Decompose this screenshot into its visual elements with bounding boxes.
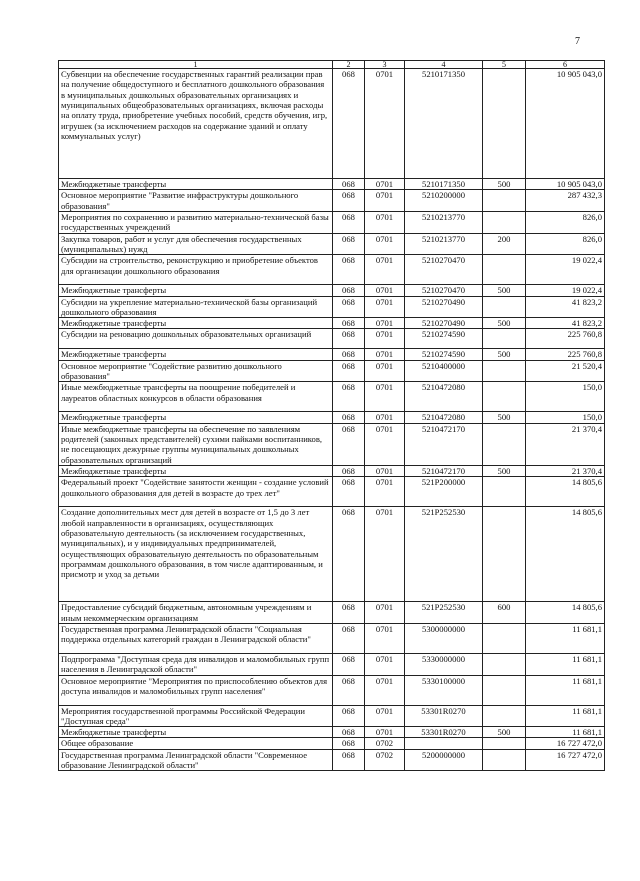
cell-target: [405, 738, 483, 749]
cell-gr: 068: [333, 675, 365, 705]
cell-vr: 500: [483, 285, 526, 296]
cell-vr: 500: [483, 349, 526, 360]
cell-amount: 10 905 043,0: [526, 179, 605, 190]
cell-gr: 068: [333, 360, 365, 382]
cell-name: Межбюджетные трансферты: [59, 349, 333, 360]
cell-sec: 0701: [365, 477, 405, 507]
cell-gr: 068: [333, 465, 365, 476]
cell-gr: 068: [333, 423, 365, 465]
cell-vr: 500: [483, 727, 526, 738]
table-row: [59, 507, 605, 602]
cell-name: Субсидии на укрепление материально-технической базы организаций дошкольного образования: [59, 296, 333, 318]
cell-gr: 068: [333, 623, 365, 653]
cell-gr: 068: [333, 477, 365, 507]
cell-name: Основное мероприятие "Развитие инфраструктуры дошкольного образования": [59, 190, 333, 212]
cell-amount: 14 805,6: [526, 477, 605, 507]
cell-sec: 0701: [365, 465, 405, 476]
cell-vr: [483, 738, 526, 749]
cell-target: 5210472170: [405, 465, 483, 476]
cell-target: 5210270490: [405, 318, 483, 329]
cell-vr: [483, 507, 526, 602]
table-row: [59, 360, 605, 382]
cell-vr: [483, 675, 526, 705]
cell-amount: 16 727 472,0: [526, 749, 605, 771]
cell-name: Межбюджетные трансферты: [59, 465, 333, 476]
cell-name: Федеральный проект "Содействие занятости женщин - создание условий дошкольного образования для детей в возрасте до трех лет": [59, 477, 333, 507]
table-row: [59, 749, 605, 771]
cell-amount: 14 805,6: [526, 507, 605, 602]
cell-amount: 225 760,8: [526, 349, 605, 360]
cell-sec: 0701: [365, 349, 405, 360]
cell-name: Иные межбюджетные трансферты на обеспечение по заявлениям родителей (законных представителей) сухими пайками воспитанников, не посещающих дежурные группы муниципальных дошкольных образовательных организаций: [59, 423, 333, 465]
cell-target: 5210274590: [405, 349, 483, 360]
cell-target: 53301R0270: [405, 727, 483, 738]
table-row: [59, 675, 605, 705]
table-row: [59, 329, 605, 349]
cell-sec: 0701: [365, 179, 405, 190]
cell-name: Закупка товаров, работ и услуг для обеспечения государственных (муниципальных) нужд: [59, 233, 333, 255]
cell-sec: 0701: [365, 285, 405, 296]
cell-amount: 150,0: [526, 382, 605, 412]
cell-sec: 0701: [365, 296, 405, 318]
cell-amount: 19 022,4: [526, 255, 605, 285]
cell-target: 5210213770: [405, 233, 483, 255]
table-row: [59, 179, 605, 190]
cell-gr: 068: [333, 285, 365, 296]
cell-sec: 0701: [365, 190, 405, 212]
cell-amount: 826,0: [526, 233, 605, 255]
cell-vr: [483, 653, 526, 675]
cell-vr: 500: [483, 179, 526, 190]
cell-amount: 150,0: [526, 412, 605, 423]
cell-target: 5210270470: [405, 285, 483, 296]
cell-sec: 0701: [365, 653, 405, 675]
cell-sec: 0701: [365, 623, 405, 653]
cell-gr: 068: [333, 749, 365, 771]
cell-sec: 0701: [365, 233, 405, 255]
table-row: [59, 69, 605, 179]
cell-target: 5210472080: [405, 412, 483, 423]
table-row: [59, 477, 605, 507]
cell-amount: 41 823,2: [526, 318, 605, 329]
cell-vr: 500: [483, 465, 526, 476]
cell-sec: 0701: [365, 69, 405, 179]
cell-target: 521P252530: [405, 602, 483, 624]
cell-gr: 068: [333, 412, 365, 423]
cell-name: Межбюджетные трансферты: [59, 412, 333, 423]
cell-amount: 11 681,1: [526, 727, 605, 738]
cell-sec: 0701: [365, 211, 405, 233]
header-col-1: 1: [59, 61, 333, 69]
table-row: [59, 423, 605, 465]
cell-gr: 068: [333, 382, 365, 412]
cell-sec: 0701: [365, 727, 405, 738]
cell-gr: 068: [333, 653, 365, 675]
table-row: [59, 255, 605, 285]
cell-target: 521P200000: [405, 477, 483, 507]
cell-vr: [483, 211, 526, 233]
cell-vr: [483, 69, 526, 179]
page-number: 7: [575, 36, 580, 47]
table-row: [59, 318, 605, 329]
cell-target: 521P252530: [405, 507, 483, 602]
cell-name: Создание дополнительных мест для детей в возрасте от 1,5 до 3 лет любой направленности в организациях, осуществляющих образовательную деятельность (за исключением государственных, муниципальных), и у индивидуальных предпринимателей, осуществляющих образовательную деятельность по образовательным программам дошкольного образования, в том числе адаптированным, и присмотр и уход за детьми: [59, 507, 333, 602]
cell-gr: 068: [333, 233, 365, 255]
cell-amount: 287 432,3: [526, 190, 605, 212]
table-row: [59, 190, 605, 212]
cell-vr: [483, 329, 526, 349]
cell-target: 5330100000: [405, 675, 483, 705]
cell-target: 5300000000: [405, 623, 483, 653]
table-row: [59, 233, 605, 255]
cell-name: Основное мероприятие "Содействие развитию дошкольного образования": [59, 360, 333, 382]
cell-vr: [483, 623, 526, 653]
table-row: [59, 738, 605, 749]
table-row: [59, 296, 605, 318]
cell-target: 5210270470: [405, 255, 483, 285]
cell-target: 5200000000: [405, 749, 483, 771]
cell-target: 5330000000: [405, 653, 483, 675]
header-col-3: 3: [365, 61, 405, 69]
table-row: [59, 653, 605, 675]
header-col-2: 2: [333, 61, 365, 69]
cell-name: Государственная программа Ленинградской области "Современное образование Ленинградской области": [59, 749, 333, 771]
cell-gr: 068: [333, 179, 365, 190]
cell-sec: 0701: [365, 705, 405, 727]
cell-gr: 068: [333, 349, 365, 360]
cell-target: 5210171350: [405, 69, 483, 179]
cell-target: 5210270490: [405, 296, 483, 318]
cell-target: 5210274590: [405, 329, 483, 349]
cell-vr: [483, 255, 526, 285]
cell-amount: 826,0: [526, 211, 605, 233]
cell-amount: 41 823,2: [526, 296, 605, 318]
cell-amount: 21 370,4: [526, 465, 605, 476]
cell-sec: 0702: [365, 749, 405, 771]
cell-name: Мероприятия государственной программы Российской Федерации "Доступная среда": [59, 705, 333, 727]
cell-sec: 0701: [365, 423, 405, 465]
cell-target: 5210472170: [405, 423, 483, 465]
cell-vr: 500: [483, 412, 526, 423]
cell-name: Межбюджетные трансферты: [59, 179, 333, 190]
cell-vr: [483, 382, 526, 412]
cell-vr: [483, 190, 526, 212]
cell-gr: 068: [333, 738, 365, 749]
cell-vr: 200: [483, 233, 526, 255]
cell-name: Иные межбюджетные трансферты на поощрение победителей и лауреатов областных конкурсов в области образования: [59, 382, 333, 412]
cell-target: 5210472080: [405, 382, 483, 412]
cell-vr: [483, 705, 526, 727]
cell-sec: 0701: [365, 675, 405, 705]
table-row: [59, 623, 605, 653]
cell-amount: 19 022,4: [526, 285, 605, 296]
header-col-5: 5: [483, 61, 526, 69]
table-row: [59, 349, 605, 360]
cell-vr: 600: [483, 602, 526, 624]
cell-gr: 068: [333, 329, 365, 349]
cell-amount: 11 681,1: [526, 705, 605, 727]
cell-vr: [483, 749, 526, 771]
header-col-4: 4: [405, 61, 483, 69]
cell-target: 5210200000: [405, 190, 483, 212]
cell-target: 53301R0270: [405, 705, 483, 727]
cell-name: Межбюджетные трансферты: [59, 285, 333, 296]
cell-vr: 500: [483, 318, 526, 329]
cell-name: Субсидии на реновацию дошкольных образовательных организаций: [59, 329, 333, 349]
table-row: [59, 211, 605, 233]
cell-name: Мероприятия по сохранению и развитию материально-технической базы государственных учреждений: [59, 211, 333, 233]
cell-amount: 21 370,4: [526, 423, 605, 465]
cell-name: Субвенции на обеспечение государственных гарантий реализации прав на получение общедоступного и бесплатного дошкольного образования в муниципальных дошкольных образовательных организациях и муниципальных общеобразовательных организациях, включая расходы на оплату труда, приобретение учебных пособий, средств обучения, игр, игрушек (за исключением расходов на содержание зданий и оплату коммунальных услуг): [59, 69, 333, 179]
cell-vr: [483, 477, 526, 507]
table-row: [59, 412, 605, 423]
cell-target: 5210400000: [405, 360, 483, 382]
cell-sec: 0701: [365, 360, 405, 382]
cell-gr: 068: [333, 211, 365, 233]
cell-amount: 10 905 043,0: [526, 69, 605, 179]
header-col-6: 6: [526, 61, 605, 69]
table-row: [59, 465, 605, 476]
table-row: [59, 602, 605, 624]
cell-gr: 068: [333, 255, 365, 285]
cell-sec: 0701: [365, 507, 405, 602]
cell-amount: 225 760,8: [526, 329, 605, 349]
cell-amount: 14 805,6: [526, 602, 605, 624]
table-row: [59, 382, 605, 412]
cell-target: 5210171350: [405, 179, 483, 190]
cell-name: Основное мероприятие "Мероприятия по приспособлению объектов для доступа инвалидов и маломобильных групп населения": [59, 675, 333, 705]
cell-name: Общее образование: [59, 738, 333, 749]
table-row: [59, 285, 605, 296]
cell-gr: 068: [333, 727, 365, 738]
cell-sec: 0701: [365, 329, 405, 349]
cell-vr: [483, 423, 526, 465]
cell-sec: 0701: [365, 382, 405, 412]
budget-table: [58, 60, 605, 771]
cell-sec: 0701: [365, 412, 405, 423]
table-row: [59, 727, 605, 738]
cell-gr: 068: [333, 69, 365, 179]
cell-sec: 0702: [365, 738, 405, 749]
cell-gr: 068: [333, 190, 365, 212]
cell-vr: [483, 360, 526, 382]
cell-gr: 068: [333, 507, 365, 602]
cell-target: 5210213770: [405, 211, 483, 233]
cell-gr: 068: [333, 705, 365, 727]
cell-name: Государственная программа Ленинградской области "Социальная поддержка отдельных категорий граждан в Ленинградской области": [59, 623, 333, 653]
cell-gr: 068: [333, 296, 365, 318]
cell-sec: 0701: [365, 602, 405, 624]
table-row: [59, 705, 605, 727]
cell-gr: 068: [333, 602, 365, 624]
cell-name: Подпрограмма "Доступная среда для инвалидов и маломобильных групп населения в Ленинградской области": [59, 653, 333, 675]
cell-name: Межбюджетные трансферты: [59, 318, 333, 329]
cell-amount: 11 681,1: [526, 653, 605, 675]
cell-name: Субсидии на строительство, реконструкцию и приобретение объектов для организации дошкольного образования: [59, 255, 333, 285]
cell-gr: 068: [333, 318, 365, 329]
cell-sec: 0701: [365, 318, 405, 329]
table-header-row: [59, 61, 605, 69]
cell-name: Межбюджетные трансферты: [59, 727, 333, 738]
cell-amount: 11 681,1: [526, 623, 605, 653]
cell-sec: 0701: [365, 255, 405, 285]
cell-amount: 11 681,1: [526, 675, 605, 705]
cell-amount: 21 520,4: [526, 360, 605, 382]
cell-name: Предоставление субсидий бюджетным, автономным учреждениям и иным некоммерческим организациям: [59, 602, 333, 624]
cell-amount: 16 727 472,0: [526, 738, 605, 749]
cell-vr: [483, 296, 526, 318]
